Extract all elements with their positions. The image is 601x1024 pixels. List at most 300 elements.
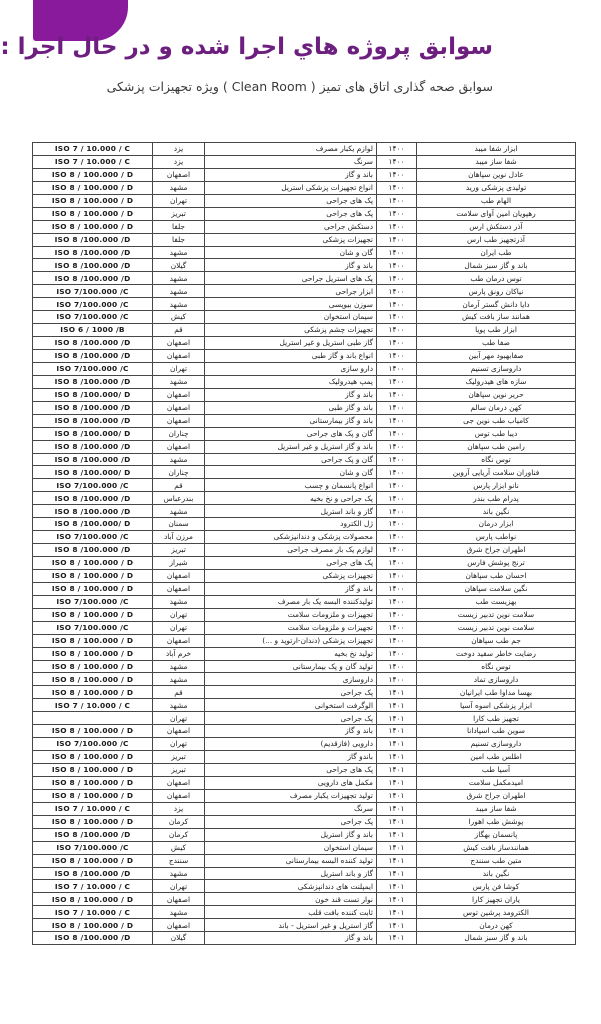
product-cell: انواع باند و گاز طبی <box>205 350 377 363</box>
table-row <box>33 893 576 906</box>
table-row <box>33 932 576 945</box>
year-cell: ۱۴۰۰ <box>377 181 417 194</box>
year-cell: ۱۴۰۰ <box>377 608 417 621</box>
year-cell: ۱۴۰۰ <box>377 466 417 479</box>
table-row <box>33 660 576 673</box>
city-cell: تهران <box>153 738 205 751</box>
product-cell: گان و پک های جراحی <box>205 427 377 440</box>
iso-class-cell: ISO 8 / 100.000 / D <box>33 660 153 673</box>
product-cell: تولید گان و پک بیمارستانی <box>205 660 377 673</box>
product-cell: باند و گاز <box>205 259 377 272</box>
company-cell: تولیدی پزشکی ورید <box>417 181 576 194</box>
product-cell: لوازم یکبار مصرف <box>205 143 377 156</box>
product-cell: ثابت کننده بافت قلب <box>205 906 377 919</box>
table-row <box>33 518 576 531</box>
product-cell: باندو گاز <box>205 751 377 764</box>
iso-class-cell: ISO 8 / 100.000 / D <box>33 764 153 777</box>
year-cell: ۱۴۰۰ <box>377 492 417 505</box>
iso-class-cell: ISO 8 /100.000 /D <box>33 932 153 945</box>
city-cell: یزد <box>153 802 205 815</box>
product-cell: گاز و باند استریل <box>205 505 377 518</box>
product-cell: باند و گاز <box>205 582 377 595</box>
year-cell: ۱۴۰۰ <box>377 544 417 557</box>
city-cell: مرزن آباد <box>153 531 205 544</box>
company-cell: کهن درمان سالم <box>417 401 576 414</box>
year-cell: ۱۴۰۰ <box>377 207 417 220</box>
city-cell: تهران <box>153 608 205 621</box>
company-cell: نگین باند <box>417 867 576 880</box>
year-cell: ۱۴۰۱ <box>377 841 417 854</box>
table-row <box>33 168 576 181</box>
table-row <box>33 880 576 893</box>
table-row <box>33 828 576 841</box>
page-title: سوابق پروژه هاي اجرا شده و در حال اجرا : <box>0 34 493 60</box>
product-cell: تولید تجهیزات یکبار مصرف <box>205 789 377 802</box>
product-cell: تجهیزات و ملزومات سلامت <box>205 621 377 634</box>
iso-class-cell: ISO 7/100.000 /C <box>33 311 153 324</box>
product-cell: باند و گاز طبی <box>205 401 377 414</box>
city-cell: مشهد <box>153 699 205 712</box>
table-row <box>33 414 576 427</box>
year-cell: ۱۴۰۰ <box>377 479 417 492</box>
iso-class-cell: ISO 8 /100.000 /D <box>33 350 153 363</box>
iso-class-cell: ISO 8 / 100.000 / D <box>33 647 153 660</box>
year-cell: ۱۴۰۰ <box>377 155 417 168</box>
iso-class-cell: ISO 8 / 100.000 / D <box>33 893 153 906</box>
year-cell: ۱۴۰۰ <box>377 518 417 531</box>
year-cell: ۱۴۰۰ <box>377 259 417 272</box>
iso-class-cell: ISO 8 / 100.000 / D <box>33 686 153 699</box>
company-cell: تجهیز طب کارا <box>417 712 576 725</box>
product-cell: دستکش جراحی <box>205 220 377 233</box>
product-cell: سرنگ <box>205 155 377 168</box>
city-cell: اصفهان <box>153 789 205 802</box>
company-cell: توس نگاه <box>417 660 576 673</box>
table-row <box>33 194 576 207</box>
company-cell: نگین سلامت سپاهان <box>417 582 576 595</box>
product-cell: سیمان استخوان <box>205 841 377 854</box>
year-cell: ۱۴۰۱ <box>377 699 417 712</box>
city-cell: اصفهان <box>153 634 205 647</box>
iso-class-cell: ISO 7/100.000 /C <box>33 531 153 544</box>
product-cell: سیمان استخوان <box>205 311 377 324</box>
company-cell: رامین طب سپاهان <box>417 440 576 453</box>
company-cell: الهام طب <box>417 194 576 207</box>
city-cell: کرمان <box>153 815 205 828</box>
iso-class-cell: ISO 8 /100.000 /D <box>33 453 153 466</box>
company-cell: پوشش طب اهورا <box>417 815 576 828</box>
table-row <box>33 854 576 867</box>
table-row <box>33 492 576 505</box>
company-cell: کامیاب طب نوین جی <box>417 414 576 427</box>
product-cell: گان و پک جراحی <box>205 453 377 466</box>
company-cell: فناوران سلامت آریایی آروین <box>417 466 576 479</box>
table-row <box>33 246 576 259</box>
city-cell: تهران <box>153 880 205 893</box>
year-cell: ۱۴۰۰ <box>377 298 417 311</box>
table-row <box>33 802 576 815</box>
company-cell: نانو ابزار پارس <box>417 479 576 492</box>
city-cell: مشهد <box>153 505 205 518</box>
iso-class-cell: ISO 8 / 100.000 / D <box>33 919 153 932</box>
company-cell: کهن درمان <box>417 919 576 932</box>
year-cell: ۱۴۰۰ <box>377 505 417 518</box>
company-cell: باند و گاز سبز شمال <box>417 259 576 272</box>
iso-class-cell: ISO 8 /100.000 /D <box>33 246 153 259</box>
year-cell: ۱۴۰۰ <box>377 401 417 414</box>
product-cell: سرنگ <box>205 802 377 815</box>
iso-class-cell: ISO 7 / 10.000 / C <box>33 906 153 919</box>
city-cell: سنندج <box>153 854 205 867</box>
product-cell: باند و گاز بیمارستانی <box>205 414 377 427</box>
iso-class-cell: ISO 7/100.000 /C <box>33 285 153 298</box>
table-row <box>33 388 576 401</box>
table-row <box>33 375 576 388</box>
iso-class-cell: ISO 8 / 100.000 / D <box>33 634 153 647</box>
iso-class-cell: ISO 6 / 1000 /B <box>33 324 153 337</box>
iso-class-cell: ISO 7 / 10.000 / C <box>33 143 153 156</box>
product-cell: باند و گاز <box>205 168 377 181</box>
city-cell: مشهد <box>153 595 205 608</box>
company-cell: دیبا طب توس <box>417 427 576 440</box>
company-cell: سلامت نوین تدبیر زیست <box>417 608 576 621</box>
company-cell: سازه های هیدرولیک <box>417 375 576 388</box>
iso-class-cell: ISO 8 /100.000/ D <box>33 427 153 440</box>
year-cell: ۱۴۰۱ <box>377 867 417 880</box>
year-cell: ۱۴۰۰ <box>377 375 417 388</box>
company-cell: باند و گاز سبز شمال <box>417 932 576 945</box>
company-cell: رضایت خاطر سفید دوخت <box>417 647 576 660</box>
city-cell: گیلان <box>153 932 205 945</box>
iso-class-cell: ISO 8 / 100.000 / D <box>33 168 153 181</box>
records-body <box>33 143 576 945</box>
company-cell: همانندساز بافت کیش <box>417 841 576 854</box>
city-cell: چناران <box>153 427 205 440</box>
city-cell: قم <box>153 479 205 492</box>
year-cell: ۱۴۰۱ <box>377 893 417 906</box>
year-cell: ۱۴۰۱ <box>377 776 417 789</box>
product-cell: گان و شان <box>205 246 377 259</box>
year-cell: ۱۴۰۰ <box>377 582 417 595</box>
city-cell: سمنان <box>153 518 205 531</box>
iso-class-cell: ISO 8 /100.000 /D <box>33 375 153 388</box>
city-cell: مشهد <box>153 867 205 880</box>
year-cell: ۱۴۰۰ <box>377 531 417 544</box>
table-row <box>33 699 576 712</box>
company-cell: اطهران جراح شرق <box>417 789 576 802</box>
product-cell: انواع تجهیزات پزشکی استریل <box>205 181 377 194</box>
city-cell: جلفا <box>153 220 205 233</box>
table-row <box>33 544 576 557</box>
year-cell: ۱۴۰۰ <box>377 233 417 246</box>
company-cell: شفا ساز میبد <box>417 802 576 815</box>
table-row <box>33 906 576 919</box>
table-row <box>33 764 576 777</box>
table-row <box>33 557 576 570</box>
table-row <box>33 324 576 337</box>
product-cell: پک های جراحی <box>205 194 377 207</box>
table-row <box>33 233 576 246</box>
company-cell: پانسمان بهگاز <box>417 828 576 841</box>
product-cell: پک های جراحی <box>205 764 377 777</box>
city-cell: مشهد <box>153 906 205 919</box>
table-row <box>33 673 576 686</box>
city-cell: اصفهان <box>153 168 205 181</box>
city-cell: کیش <box>153 841 205 854</box>
city-cell: یزد <box>153 155 205 168</box>
year-cell: ۱۴۰۱ <box>377 751 417 764</box>
product-cell: تجهیزات پزشکی <box>205 233 377 246</box>
table-row <box>33 531 576 544</box>
year-cell: ۱۴۰۰ <box>377 673 417 686</box>
iso-class-cell: ISO 8 / 100.000 / D <box>33 608 153 621</box>
iso-class-cell: ISO 8 /100.000/ D <box>33 388 153 401</box>
iso-class-cell: ISO 8 /100.000 /D <box>33 414 153 427</box>
iso-class-cell: ISO 7/100.000 /C <box>33 738 153 751</box>
product-cell: تولید نخ بخیه <box>205 647 377 660</box>
product-cell: تجهیزات و ملزومات سلامت <box>205 608 377 621</box>
city-cell: اصفهان <box>153 401 205 414</box>
iso-class-cell: ISO 8 /100.000 /D <box>33 337 153 350</box>
city-cell: چناران <box>153 466 205 479</box>
year-cell: ۱۴۰۰ <box>377 647 417 660</box>
company-cell: صفابهبود مهر آبین <box>417 350 576 363</box>
city-cell: جلفا <box>153 233 205 246</box>
table-row <box>33 647 576 660</box>
product-cell: لوازم یک بار مصرف جراحی <box>205 544 377 557</box>
iso-class-cell: ISO 8 /100.000 /D <box>33 828 153 841</box>
iso-class-cell: ISO 8 /100.000 /D <box>33 259 153 272</box>
year-cell: ۱۴۰۰ <box>377 220 417 233</box>
city-cell: مشهد <box>153 272 205 285</box>
city-cell: بندرعباس <box>153 492 205 505</box>
product-cell: تجهیزات پزشکی <box>205 569 377 582</box>
iso-class-cell: ISO 8 / 100.000 / D <box>33 789 153 802</box>
product-cell: گان و شان <box>205 466 377 479</box>
product-cell: مکمل های دارویی <box>205 776 377 789</box>
iso-class-cell: ISO 8 / 100.000 / D <box>33 854 153 867</box>
city-cell: کرمان <box>153 828 205 841</box>
iso-class-cell: ISO 8 /100.000 /D <box>33 505 153 518</box>
table-row <box>33 751 576 764</box>
table-row <box>33 569 576 582</box>
year-cell: ۱۴۰۱ <box>377 712 417 725</box>
iso-class-cell: ISO 8 / 100.000 / D <box>33 207 153 220</box>
company-cell: داروسازی تسنیم <box>417 738 576 751</box>
iso-class-cell: ISO 8 / 100.000 / D <box>33 725 153 738</box>
iso-class-cell: ISO 7/100.000 /C <box>33 841 153 854</box>
year-cell: ۱۴۰۱ <box>377 738 417 751</box>
table-row <box>33 143 576 156</box>
city-cell: اصفهان <box>153 569 205 582</box>
table-row <box>33 634 576 647</box>
table-row <box>33 440 576 453</box>
table-row <box>33 453 576 466</box>
table-row <box>33 259 576 272</box>
iso-class-cell: ISO 8 / 100.000 / D <box>33 815 153 828</box>
company-cell: احسان طب سپاهان <box>417 569 576 582</box>
year-cell: ۱۴۰۰ <box>377 557 417 570</box>
table-row <box>33 207 576 220</box>
year-cell: ۱۴۰۰ <box>377 453 417 466</box>
company-cell: توس نگاه <box>417 453 576 466</box>
iso-class-cell: ISO 8 /100.000 /D <box>33 440 153 453</box>
table-row <box>33 427 576 440</box>
iso-class-cell: ISO 7/100.000 /C <box>33 621 153 634</box>
table-row <box>33 220 576 233</box>
table-row <box>33 738 576 751</box>
table-row <box>33 311 576 324</box>
city-cell: مشهد <box>153 298 205 311</box>
city-cell: تبریز <box>153 544 205 557</box>
year-cell: ۱۴۰۰ <box>377 311 417 324</box>
iso-class-cell: ISO 8 /100.000 /D <box>33 272 153 285</box>
year-cell: ۱۴۰۱ <box>377 725 417 738</box>
year-cell: ۱۴۰۰ <box>377 143 417 156</box>
product-cell: انواع پانسمان و چسب <box>205 479 377 492</box>
table-row <box>33 815 576 828</box>
year-cell: ۱۴۰۰ <box>377 660 417 673</box>
iso-class-cell: ISO 8 / 100.000 / D <box>33 181 153 194</box>
product-cell: ژل الکترود <box>205 518 377 531</box>
company-cell: عادل نوین سپاهان <box>417 168 576 181</box>
company-cell: اطهران جراح شرق <box>417 544 576 557</box>
year-cell: ۱۴۰۰ <box>377 168 417 181</box>
company-cell: آذر دستکش ارس <box>417 220 576 233</box>
city-cell: اصفهان <box>153 893 205 906</box>
company-cell: توس درمان طب <box>417 272 576 285</box>
table-row <box>33 272 576 285</box>
company-cell: یاران تجهیز کارا <box>417 893 576 906</box>
city-cell: مشهد <box>153 673 205 686</box>
year-cell: ۱۴۰۰ <box>377 194 417 207</box>
year-cell: ۱۴۰۰ <box>377 272 417 285</box>
company-cell: الکترومد پرشین توس <box>417 906 576 919</box>
iso-class-cell: ISO 8 /100.000 /D <box>33 492 153 505</box>
product-cell: محصولات پزشکی و دندانپزشکی <box>205 531 377 544</box>
table-row <box>33 298 576 311</box>
table-row <box>33 725 576 738</box>
table-row <box>33 181 576 194</box>
iso-class-cell: ISO 8 /100.000 /D <box>33 233 153 246</box>
year-cell: ۱۴۰۱ <box>377 854 417 867</box>
year-cell: ۱۴۰۰ <box>377 337 417 350</box>
company-cell: دایا دانش گستر آرمان <box>417 298 576 311</box>
city-cell: اصفهان <box>153 582 205 595</box>
table-row <box>33 155 576 168</box>
product-cell: دارویی (فازقدیم) <box>205 738 377 751</box>
city-cell: قم <box>153 686 205 699</box>
product-cell: گاز استریل و غیر استریل - باند <box>205 919 377 932</box>
city-cell: مشهد <box>153 246 205 259</box>
city-cell: اصفهان <box>153 337 205 350</box>
year-cell: ۱۴۰۰ <box>377 569 417 582</box>
year-cell: ۱۴۰۰ <box>377 621 417 634</box>
product-cell: الوگرفت استخوانی <box>205 699 377 712</box>
city-cell: گیلان <box>153 259 205 272</box>
iso-class-cell: ISO 8 / 100.000 / D <box>33 220 153 233</box>
table-row <box>33 789 576 802</box>
table-row <box>33 919 576 932</box>
company-cell: نیاکان رونق پارس <box>417 285 576 298</box>
table-row <box>33 582 576 595</box>
iso-class-cell: ISO 8 / 100.000 / D <box>33 194 153 207</box>
product-cell: گاز طبی استریل و غیر استریل <box>205 337 377 350</box>
company-cell: حریر نوین سپاهان <box>417 388 576 401</box>
company-cell: ابزار طب پویا <box>417 324 576 337</box>
year-cell: ۱۴۰۰ <box>377 634 417 647</box>
city-cell: تبریز <box>153 207 205 220</box>
product-cell: ایمپلنت های دندانپزشکی <box>205 880 377 893</box>
product-cell: پک های جراحی <box>205 207 377 220</box>
iso-class-cell: ISO 8 / 100.000 / D <box>33 673 153 686</box>
city-cell: مشهد <box>153 375 205 388</box>
table-row <box>33 621 576 634</box>
iso-class-cell: ISO 7 / 10.000 / C <box>33 155 153 168</box>
table-row <box>33 505 576 518</box>
city-cell: کیش <box>153 311 205 324</box>
city-cell: اصفهان <box>153 776 205 789</box>
product-cell: پک جراحی <box>205 815 377 828</box>
city-cell: اصفهان <box>153 919 205 932</box>
product-cell: سوزن بیوپسی <box>205 298 377 311</box>
year-cell: ۱۴۰۱ <box>377 906 417 919</box>
table-row <box>33 285 576 298</box>
product-cell: باند و گاز <box>205 725 377 738</box>
company-cell: نگین باند <box>417 505 576 518</box>
city-cell: اصفهان <box>153 725 205 738</box>
year-cell: ۱۴۰۰ <box>377 350 417 363</box>
year-cell: ۱۴۰۰ <box>377 427 417 440</box>
city-cell: مشهد <box>153 181 205 194</box>
city-cell: تبریز <box>153 764 205 777</box>
year-cell: ۱۴۰۱ <box>377 919 417 932</box>
table-row <box>33 401 576 414</box>
iso-class-cell: ISO 8 /100.000 /D <box>33 867 153 880</box>
iso-class-cell: ISO 8 /100.000/ D <box>33 518 153 531</box>
iso-class-cell: ISO 8 / 100.000 / D <box>33 569 153 582</box>
product-cell: پمپ هیدرولیک <box>205 375 377 388</box>
product-cell: گاز و باند استریل <box>205 867 377 880</box>
company-cell: آذرتجهیز طب ارس <box>417 233 576 246</box>
product-cell: داروسازی <box>205 673 377 686</box>
year-cell: ۱۴۰۱ <box>377 880 417 893</box>
company-cell: سلامت نوین تدبیر زیست <box>417 621 576 634</box>
company-cell: رهپویان امین آوای سلامت <box>417 207 576 220</box>
table-row <box>33 479 576 492</box>
company-cell: متین طب سنندج <box>417 854 576 867</box>
city-cell: مشهد <box>153 660 205 673</box>
company-cell: سوین طب اسپادانا <box>417 725 576 738</box>
iso-class-cell: ISO 8 /100.000/ D <box>33 466 153 479</box>
company-cell: ابزار شفا میبد <box>417 143 576 156</box>
page-subtitle: سوابق صحه گذاری اتاق های تمیز ( Clean Room ) ویژه تجهیزات پزشکی <box>106 79 493 94</box>
city-cell: تبریز <box>153 751 205 764</box>
city-cell: شیراز <box>153 557 205 570</box>
city-cell: مشهد <box>153 453 205 466</box>
product-cell: پک های استریل جراحی <box>205 272 377 285</box>
company-cell: آسیا طب <box>417 764 576 777</box>
city-cell: اصفهان <box>153 414 205 427</box>
iso-class-cell: ISO 8 / 100.000 / D <box>33 776 153 789</box>
year-cell: ۱۴۰۱ <box>377 764 417 777</box>
iso-class-cell: ISO 7 / 10.000 / C <box>33 699 153 712</box>
product-cell: تولید کننده البسه بیمارستانی <box>205 854 377 867</box>
iso-class-cell: ISO 7/100.000 /C <box>33 595 153 608</box>
product-cell: نوار تست قند خون <box>205 893 377 906</box>
company-cell: جم طب سپاهان <box>417 634 576 647</box>
table-row <box>33 466 576 479</box>
